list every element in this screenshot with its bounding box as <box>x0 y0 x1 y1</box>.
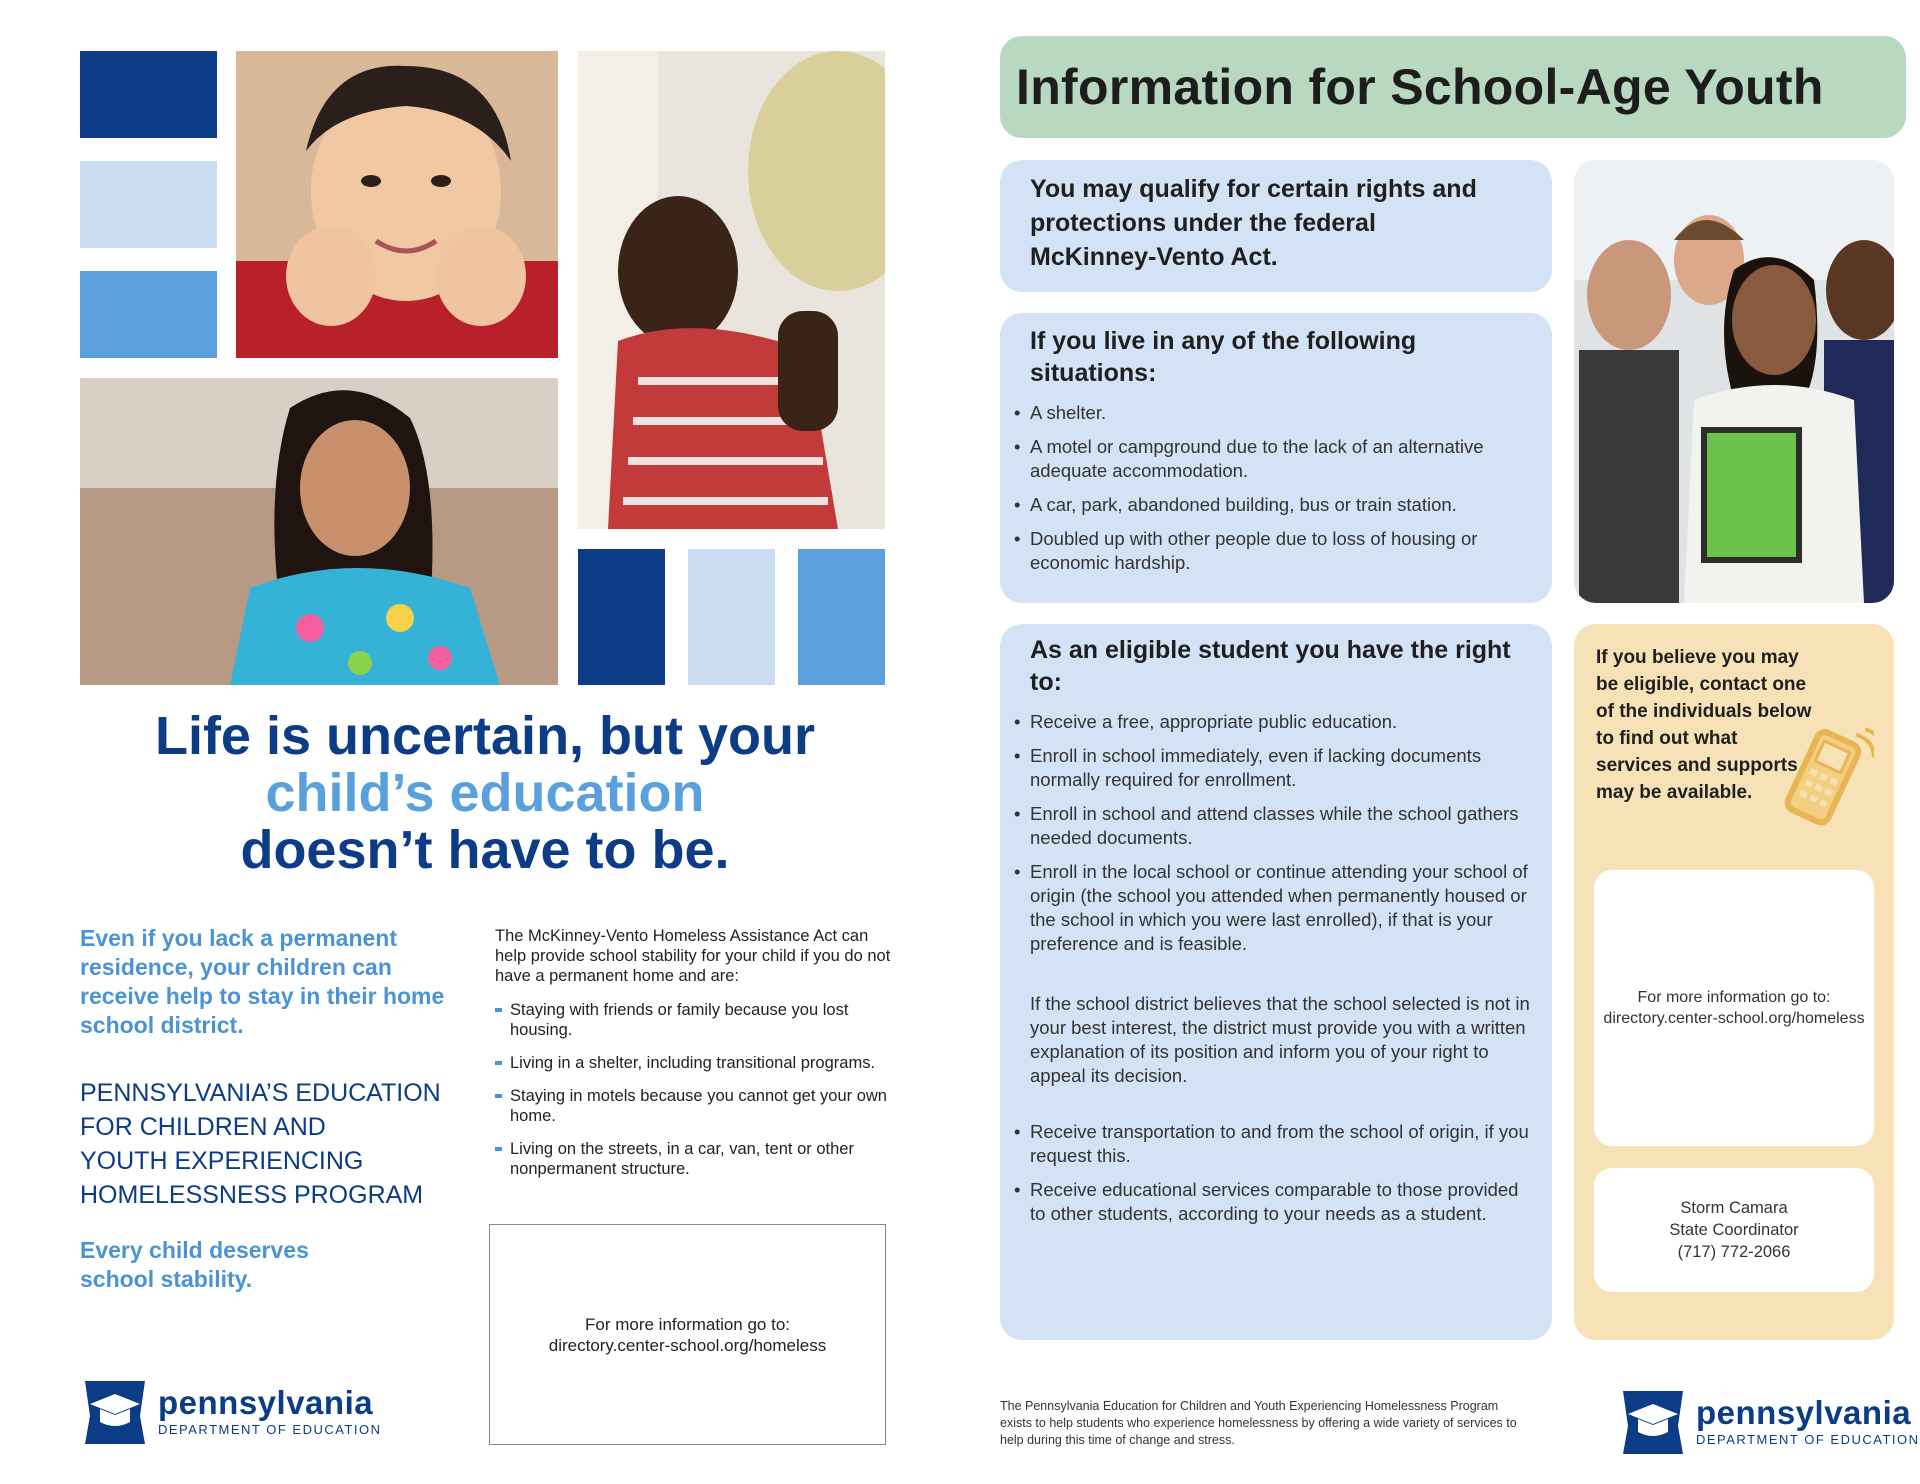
contact-lead: If you believe you may be eligible, contact one of the individuals below to find out what services and supports may be available. <box>1596 647 1812 803</box>
situations-card <box>1000 313 1552 603</box>
decor-square-pale <box>80 161 217 248</box>
mckinney-intro: The McKinney-Vento Homeless Assistance Act can help provide school stability for your child if you do not have a permanent home and are: <box>495 927 891 985</box>
program-name-line: PENNSYLVANIA’S EDUCATION <box>80 1079 441 1107</box>
photo-girl-smiling <box>80 378 558 685</box>
rights-heading: As an eligible student you have the right to: <box>1030 636 1511 696</box>
logo-department: DEPARTMENT OF EDUCATION <box>158 1421 382 1437</box>
logo-name: pennsylvania <box>158 1383 374 1421</box>
decor-square-navy <box>80 51 217 138</box>
page-title: Information for School-Age Youth <box>1016 59 1824 115</box>
program-name-line: HOMELESSNESS PROGRAM <box>80 1181 424 1209</box>
tagline: Every child deserves school stability. <box>80 1237 309 1292</box>
mckinney-list <box>495 1000 895 1192</box>
rights-list-top <box>1014 710 1534 956</box>
rights-list-bottom <box>1014 1120 1534 1226</box>
qualify-card <box>1000 160 1552 292</box>
logo-department: DEPARTMENT OF EDUCATION <box>1696 1431 1920 1447</box>
headline-line-3: doesn’t have to be. <box>240 820 730 880</box>
more-info-label: For more information go to: <box>584 1314 791 1334</box>
list-item: • A car, park, abandoned building, bus or train station. <box>1014 493 1534 517</box>
contact-info-box <box>1594 870 1874 1146</box>
coordinator-phone[interactable]: (717) 772-2066 <box>1677 1243 1791 1261</box>
coordinator-name: Storm Camara <box>1680 1199 1788 1217</box>
pa-education-logo <box>80 1376 382 1446</box>
title-bar <box>1000 36 1906 138</box>
more-info-link[interactable]: directory.center-school.org/homeless <box>548 1335 827 1355</box>
photo-teens-group <box>1574 160 1894 603</box>
headline-line-2: child’s education <box>265 763 705 823</box>
list-item: • A shelter. <box>1014 401 1534 425</box>
contact-info-link[interactable]: directory.center-school.org/homeless <box>1603 1010 1865 1027</box>
list-item: Staying with friends or family because you lost housing. <box>495 1000 895 1040</box>
list-item: • Receive a free, appropriate public education. <box>1014 710 1534 734</box>
list-item: • Receive educational services comparable to those provided to other students, according to your needs as a student. <box>1014 1178 1534 1226</box>
list-item: • Enroll in school and attend classes while the school gathers needed documents. <box>1014 802 1534 850</box>
headline-line-1: Life is uncertain, but your <box>154 706 816 766</box>
program-name-line: YOUTH EXPERIENCING <box>80 1147 364 1175</box>
phone-icon <box>1774 720 1874 830</box>
contact-info-label: For more information go to: <box>1637 989 1831 1006</box>
list-item: • A motel or campground due to the lack of an alternative adequate accommodation. <box>1014 435 1534 483</box>
situations-list <box>1014 401 1534 575</box>
list-item: • Receive transportation to and from the school of origin, if you request this. <box>1014 1120 1534 1168</box>
program-name-line: FOR CHILDREN AND <box>80 1113 326 1141</box>
list-item: • Enroll in the local school or continue attending your school of origin (the school you attended when permanently housed or the school in which you were last enrolled), if that is your preference and is feasible. <box>1014 860 1534 956</box>
list-item: • Doubled up with other people due to loss of housing or economic hardship. <box>1014 527 1534 575</box>
keystone-logo-icon <box>1618 1386 1688 1456</box>
list-item: Living in a shelter, including transitional programs. <box>495 1053 895 1073</box>
list-item: Living on the streets, in a car, van, tent or other nonpermanent structure. <box>495 1139 895 1179</box>
photo-boy-smiling <box>236 51 558 358</box>
decor-square-blue <box>80 271 217 358</box>
coordinator-box <box>1594 1168 1874 1292</box>
more-info-box <box>489 1224 886 1445</box>
list-item: • Enroll in school immediately, even if lacking documents normally required for enrollment. <box>1014 744 1534 792</box>
lead-statement: Even if you lack a permanent residence, your children can receive help to stay in their home school district. <box>80 925 445 1038</box>
contact-panel <box>1574 624 1894 1340</box>
rights-card <box>1000 624 1552 1340</box>
keystone-logo-icon <box>80 1376 150 1446</box>
qualify-text: You may qualify for certain rights and protections under the federal McKinney-Vento Act. <box>1030 175 1477 271</box>
headline <box>80 708 890 879</box>
logo-name: pennsylvania <box>1696 1393 1912 1431</box>
coordinator-title: State Coordinator <box>1669 1221 1799 1239</box>
decor-square-navy-2 <box>578 549 665 685</box>
situations-heading: If you live in any of the following situations: <box>1030 327 1417 387</box>
program-footer-note: The Pennsylvania Education for Children and Youth Experiencing Homelessness Program exists to help students who experience homelessness by offering a wide variety of services to help during this time of change and stress. <box>1000 1399 1517 1447</box>
program-name <box>80 1076 470 1212</box>
photo-boy-globe <box>578 51 885 529</box>
decor-square-blue-2 <box>798 549 885 685</box>
decor-square-pale-2 <box>688 549 775 685</box>
list-item: Staying in motels because you cannot get your own home. <box>495 1086 895 1126</box>
pa-education-logo-right <box>1618 1386 1920 1456</box>
rights-paragraph: If the school district believes that the school selected is not in your best interest, the district must provide you with a written explanation of its position and inform you of your right to appeal its decision. <box>1030 993 1530 1086</box>
